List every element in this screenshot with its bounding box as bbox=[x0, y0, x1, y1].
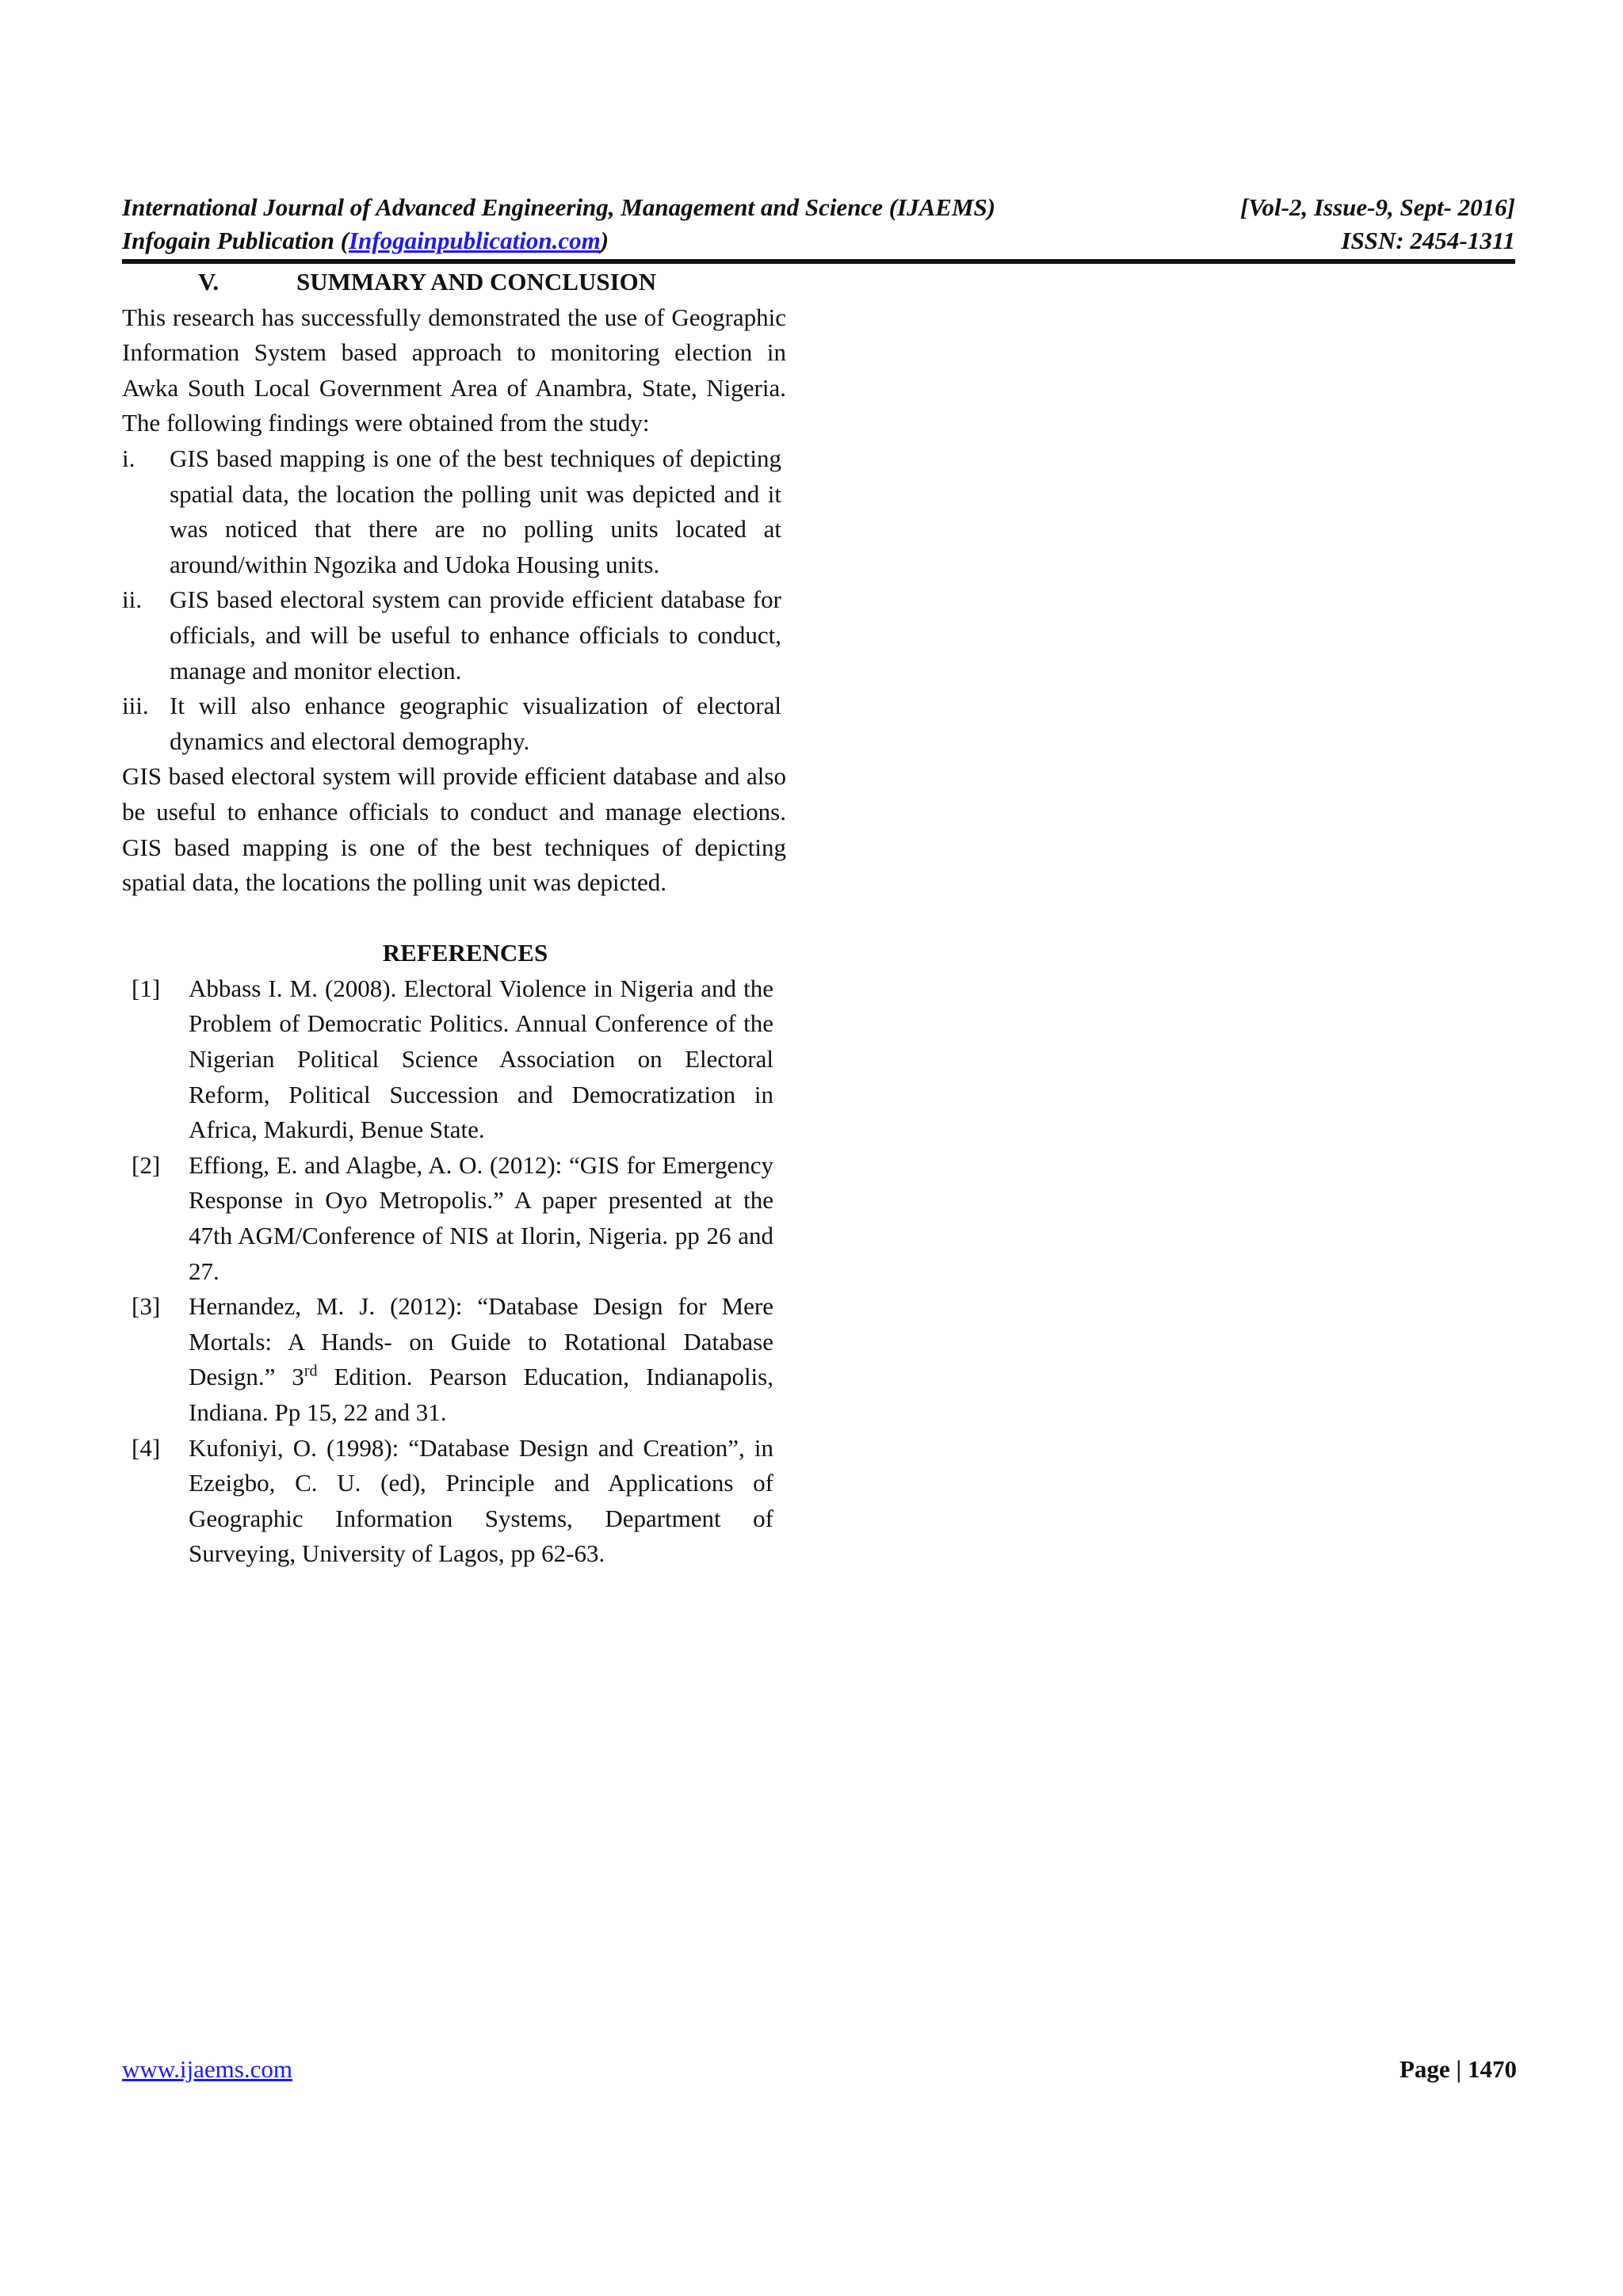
reference-marker: [1] bbox=[132, 974, 161, 1002]
publisher-line bbox=[122, 227, 609, 255]
main-column bbox=[122, 265, 786, 1572]
list-item bbox=[122, 582, 781, 688]
running-header bbox=[122, 193, 1515, 260]
list-marker: ii. bbox=[122, 585, 142, 614]
spacer bbox=[122, 901, 786, 936]
reference-superscript: rd bbox=[304, 1363, 318, 1381]
list-marker: iii. bbox=[122, 692, 149, 720]
section-title: SUMMARY AND CONCLUSION bbox=[296, 268, 657, 296]
conclusion-paragraph: GIS based electoral system will provide efficient database and also be useful to enhance officials to conduct and manage elections. GIS based mapping is one of the best techniques of depicting spatial data, the locations the polling unit was depicted. bbox=[122, 762, 786, 897]
reference-marker: [3] bbox=[132, 1292, 161, 1321]
list-text: GIS based electoral system can provide efficient database for officials, and will be useful to enhance officials to conduct, manage and monitor election. bbox=[170, 585, 781, 685]
page-number: Page | 1470 bbox=[1399, 2055, 1517, 2083]
list-text: It will also enhance geographic visualization of electoral dynamics and electoral demography. bbox=[170, 692, 781, 755]
reference-item bbox=[132, 1431, 773, 1572]
list-marker: i. bbox=[122, 444, 136, 472]
references-list bbox=[122, 971, 773, 1572]
references-heading: REFERENCES bbox=[382, 939, 548, 967]
publisher-suffix: ) bbox=[600, 227, 609, 254]
website-link[interactable]: www.ijaems.com bbox=[122, 2055, 292, 2083]
header-rule bbox=[122, 259, 1515, 264]
issn: ISSN: 2454-1311 bbox=[1341, 227, 1515, 254]
list-item bbox=[122, 688, 781, 759]
reference-item bbox=[132, 971, 773, 1148]
reference-text: Abbass I. M. (2008). Electoral Violence in Nigeria and the Problem of Democratic Politics. Annual Conference of the Nigerian Political Science Association on Electoral Reform, Political Succession and Democratization in Africa, Makurdi, Benue State. bbox=[189, 974, 773, 1144]
intro-paragraph: This research has successfully demonstrated the use of Geographic Information System based approach to monitoring election in Awka South Local Government Area of Anambra, State, Nigeria. The following findings were obtained from the study: bbox=[122, 303, 786, 437]
reference-item bbox=[132, 1289, 773, 1430]
journal-title: International Journal of Advanced Engineering, Management and Science (IJAEMS) bbox=[122, 193, 996, 221]
section-number: V. bbox=[198, 268, 220, 296]
publisher-prefix: Infogain Publication ( bbox=[122, 227, 349, 254]
reference-text: Kufoniyi, O. (1998): “Database Design and Creation”, in Ezeigbo, C. U. (ed), Principle and Applications of Geographic Information Systems, Department of Surveying, University of Lagos, pp 62-63. bbox=[189, 1433, 773, 1568]
reference-text: Effiong, E. and Alagbe, A. O. (2012): “GIS for Emergency Response in Oyo Metropolis.” A paper presented at the 47th AGM/Conference of NIS at Ilorin, Nigeria. pp 26 and 27. bbox=[189, 1150, 773, 1285]
findings-list bbox=[122, 441, 781, 759]
reference-marker: [4] bbox=[132, 1433, 161, 1462]
section-heading bbox=[122, 265, 786, 300]
list-item bbox=[122, 441, 781, 582]
reference-marker: [2] bbox=[132, 1150, 161, 1179]
reference-item bbox=[132, 1148, 773, 1289]
volume-issue: [Vol-2, Issue-9, Sept- 2016] bbox=[1239, 193, 1515, 221]
list-text: GIS based mapping is one of the best techniques of depicting spatial data, the location the polling unit was depicted and it was noticed that there are no polling units located at around/within Ngozika and Udoka Housing units. bbox=[170, 444, 781, 578]
publisher-link[interactable]: Infogainpublication.com bbox=[348, 227, 601, 254]
reference-text-after: Edition. Pearson Education, Indianapolis, Indiana. Pp 15, 22 and 31. bbox=[189, 1363, 773, 1426]
reference-text-before: Hernandez, M. J. (2012): “Database Design for Mere Mortals: A Hands- on Guide to Rotational Database Design.” 3 bbox=[189, 1292, 773, 1391]
